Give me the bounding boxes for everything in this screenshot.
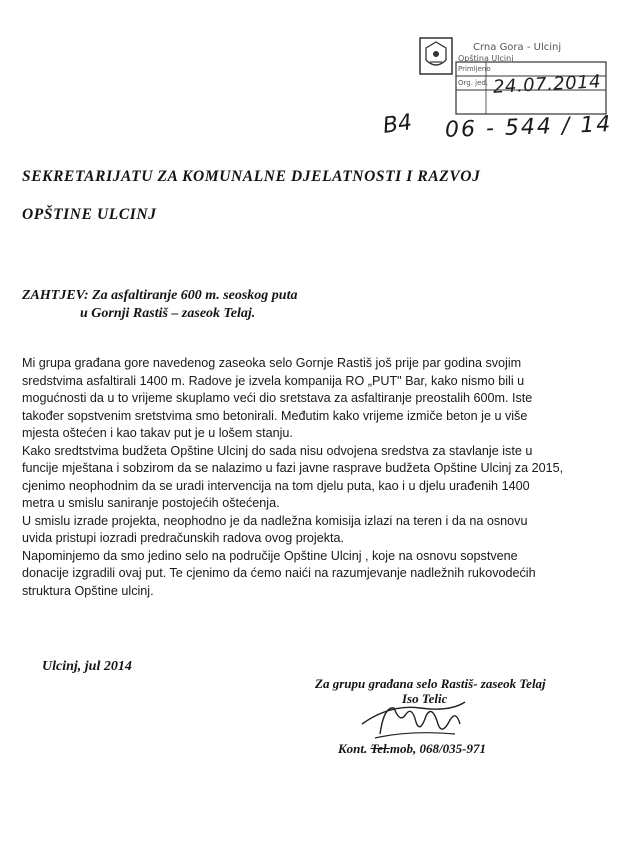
stamp-line1: Crna Gora - Ulcinj [473,42,562,53]
body-line: mjesta oštećen i kao takav put je u lošem stanju. [22,426,293,440]
body-line: Kako sredtstvima budžeta Opštine Ulcinj do sada nisu odvojena sredstva za stavlanje iste u [22,443,533,458]
stamp-date-label: Primljeno [458,65,491,73]
subject-line2: u Gornji Rastiš – zaseok Telaj. [80,306,256,321]
body-line: sredstvima asfaltirali 1400 m. Radove je izvela kompanija RO „PUT" Bar, kako nismo bili u [22,373,525,388]
body-line: mogućnosti da u to vrijeme skuplamo veći dio sretstava za asfaltiranje preostalih 600m. Iste [22,391,533,405]
body-line: uvida pristupi iozradi predračunskih radova ovog projekta. [22,531,345,545]
for-group-line: Za grupu građana selo Rastiš- zaseok Telaj [315,676,546,691]
body-line: metra u smislu saniranje postojećih oštećenja. [22,496,280,510]
recipient-line2: OPŠTINE ULCINJ [22,206,157,223]
margin-mark: B4 [381,110,414,139]
contact-phone: mob, 068/035-971 [389,741,486,756]
contact-line [338,741,486,757]
subject [22,287,297,323]
body-line: donacije izgradili ovaj put. Te cjenimo da ćemo naići na razumjevanje nadležnih rukovodećih [22,566,536,580]
signature-block [315,676,546,706]
subject-line1: ZAHTJEV: Za asfaltiranje 600 m. seoskog puta [22,288,298,303]
coat-of-arms-icon [420,38,452,74]
recipient-line1: SEKRETARIJATU ZA KOMUNALNE DJELATNOSTI I RAZVOJ [22,168,481,185]
registry-number: 06 - 544 / 14 [444,112,613,143]
body-line: struktura Opštine ulcinj. [22,583,154,598]
body-text [22,355,612,600]
contact-struck: Tel. [370,741,390,756]
signer-name: Iso Telic [402,691,448,706]
place-date: Ulcinj, jul 2014 [42,659,132,674]
body-line: Mi grupa građana gore navedenog zaseoka selo Gornje Rastiš još prije par godina svojim [22,356,522,370]
stamp-date: 24.07.2014 [492,71,602,98]
stamp-line2: Opština Ulcinj [458,54,514,63]
stamp-org-label: Org. jed. [458,79,489,87]
body-line: Napominjemo da smo jedino selo na područije Opštine Ulcinj , koje na osnovu sopstvene [22,548,518,563]
body-line: također sopstvenim sretstvima smo betonirali. Međutim kako vrijeme izmiče beton je u više [22,408,528,423]
handwritten-signature [360,694,470,742]
body-line: U smislu izrade projekta, neophodno je da nadležna komisija izlazi na teren i da na osnovu [22,513,528,528]
contact-prefix: Kont. [338,741,371,756]
body-line: funcije mještana i sobzirom da se nalazimo u fazi javne rasprave budžeta Opštine Ulcinj za 2015, [22,461,564,475]
body-line: cjenimo neophodnim da se uradi intervencija na tom djelu puta, kao i u djelu urađenih 1400 [22,478,530,493]
registry-stamp [418,36,608,118]
